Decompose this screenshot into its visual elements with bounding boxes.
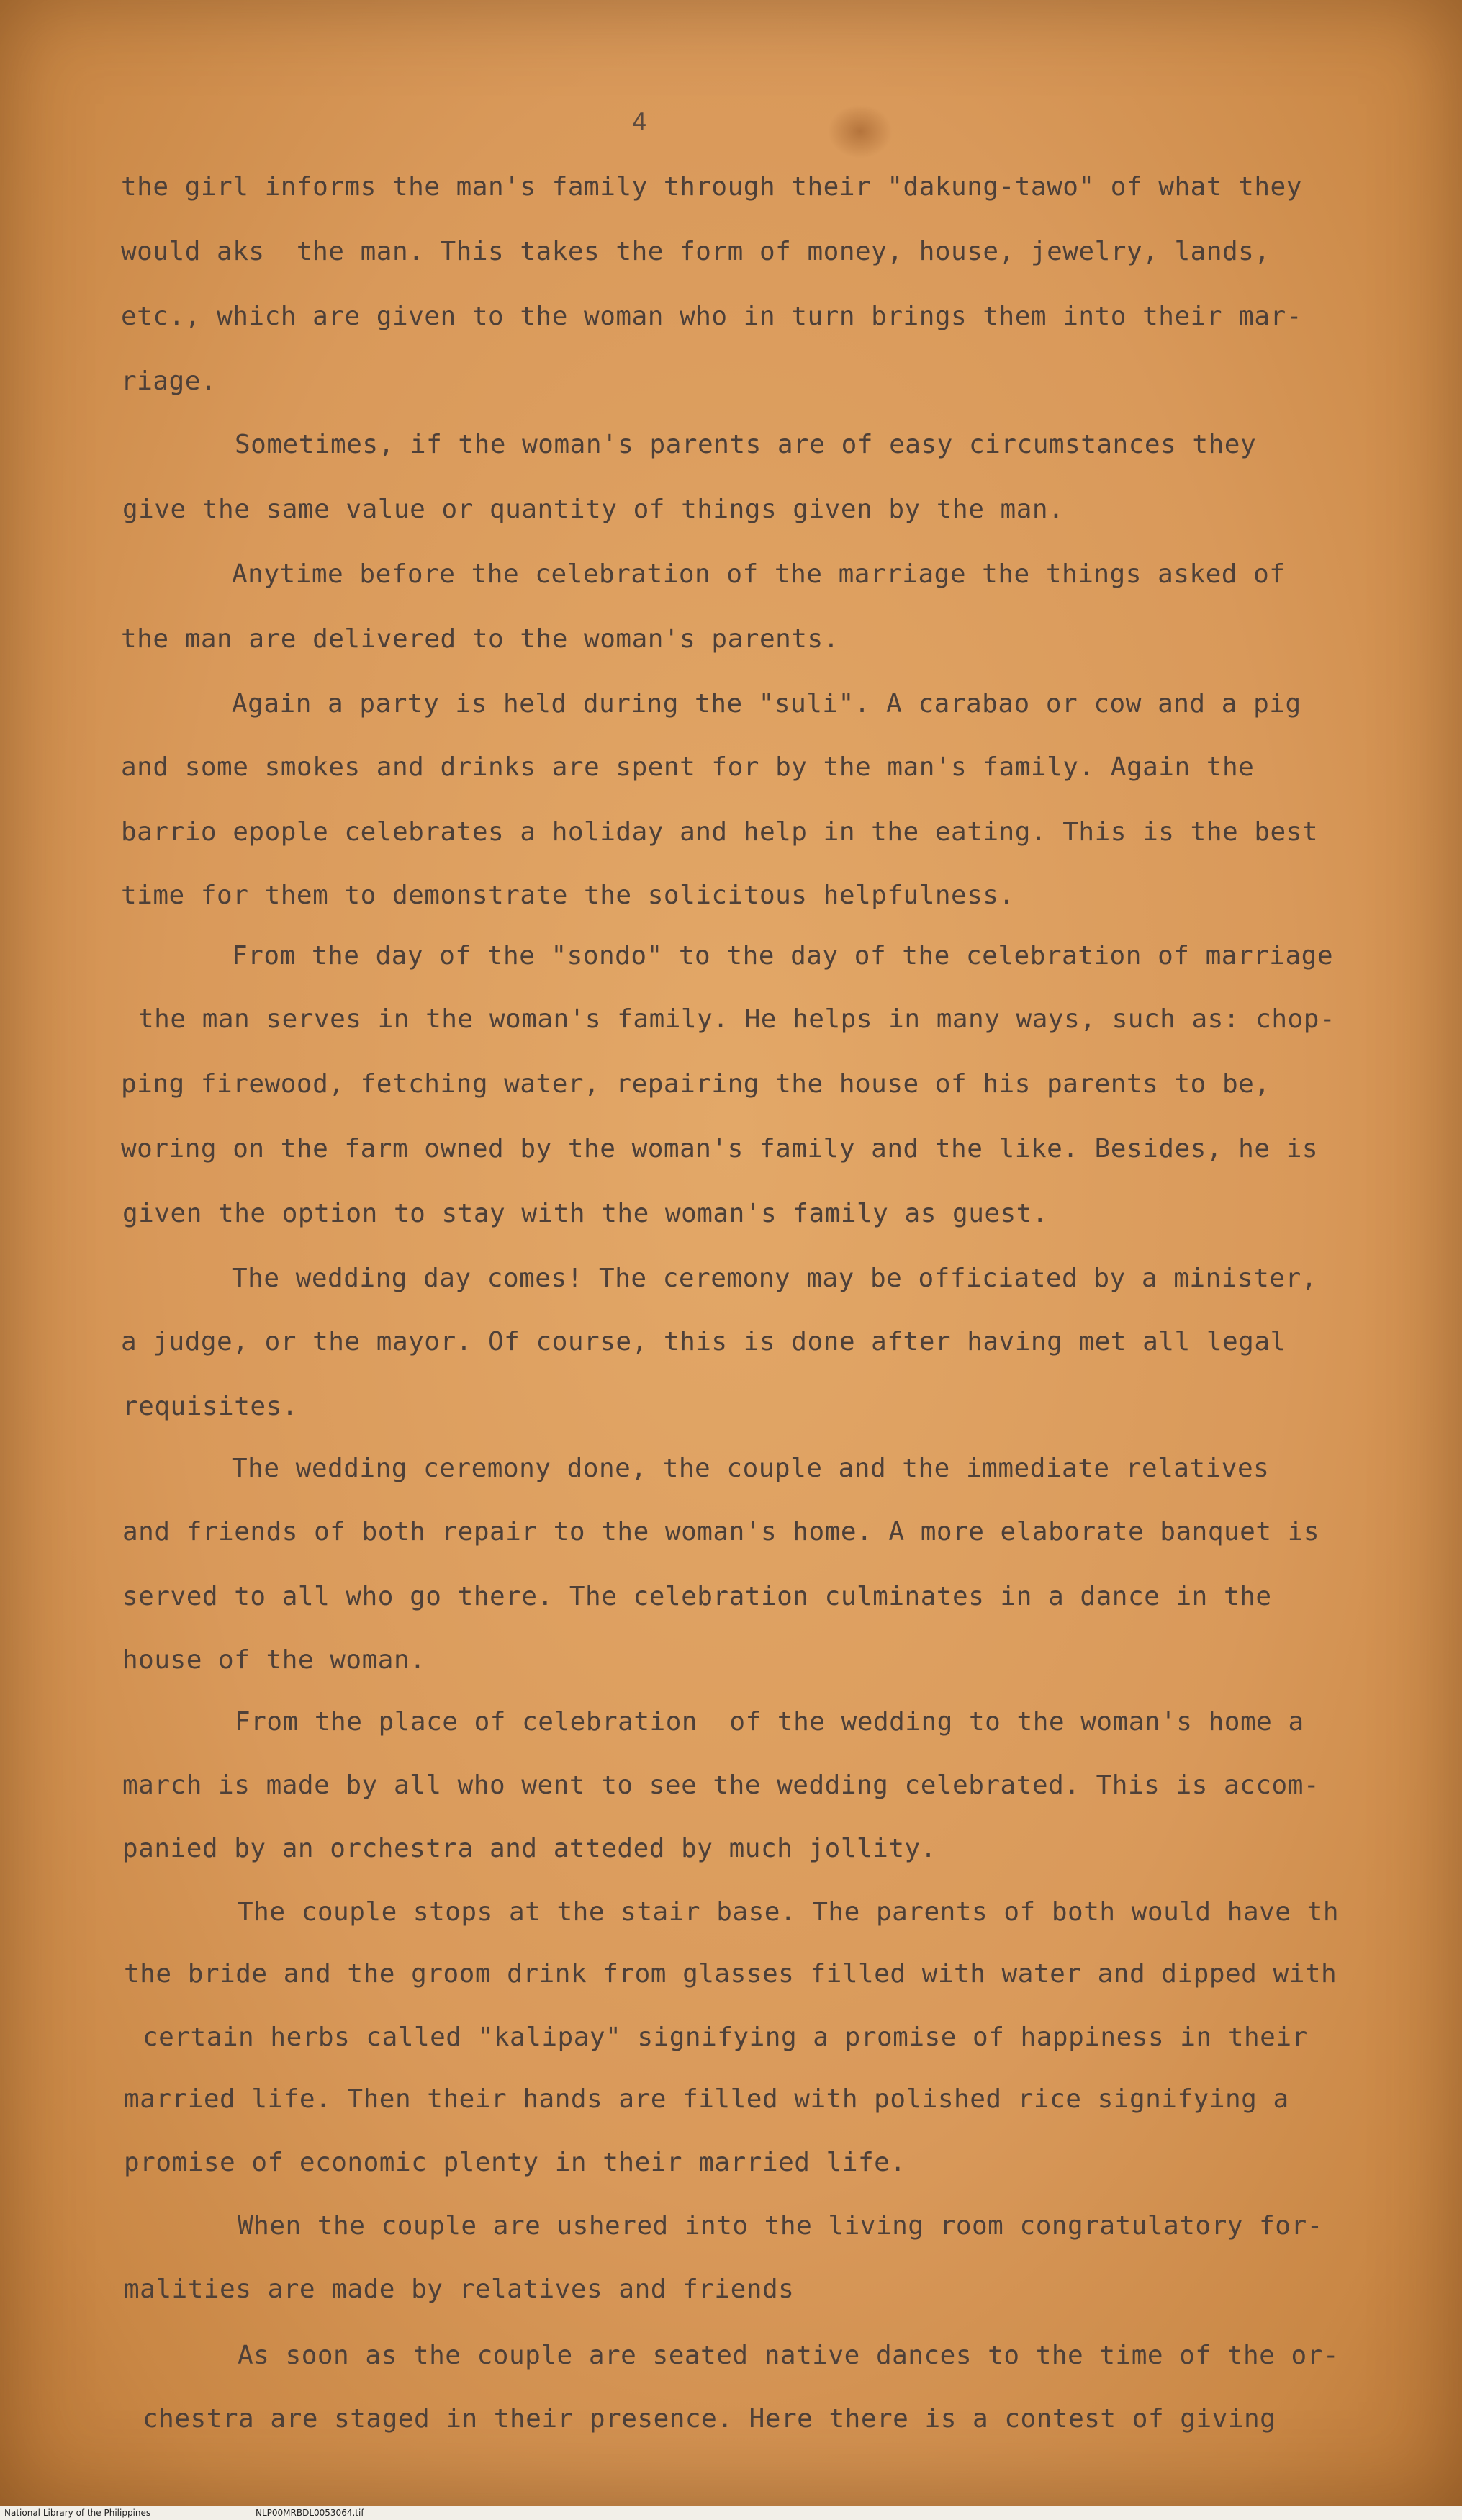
text-line: would aks the man. This takes the form of money, house, jewelry, lands,	[121, 237, 1271, 266]
text-line: march is made by all who went to see the wedding celebrated. This is accom-	[122, 1770, 1320, 1800]
text-line: a judge, or the mayor. Of course, this is done after having met all legal	[121, 1327, 1286, 1356]
text-line: The wedding day comes! The ceremony may be officiated by a minister,	[232, 1264, 1317, 1293]
text-line: From the place of celebration of the wedding to the woman's home a	[235, 1707, 1304, 1737]
page-number: 4	[632, 108, 647, 137]
text-line: requisites.	[122, 1392, 298, 1421]
text-line: married life. Then their hands are filled with polished rice signifying a	[124, 2084, 1289, 2114]
text-line: panied by an orchestra and atteded by much jollity.	[122, 1834, 937, 1863]
text-line: riage.	[121, 366, 217, 396]
text-line: and some smokes and drinks are spent for by the man's family. Again the	[121, 752, 1255, 782]
text-line: the bride and the groom drink from glasses filled with water and dipped with	[124, 1959, 1337, 1989]
paper-stain	[828, 104, 893, 158]
text-line: Sometimes, if the woman's parents are of easy circumstances they	[235, 430, 1257, 459]
text-line: As soon as the couple are seated native dances to the time of the or-	[238, 2341, 1339, 2370]
text-line: the man are delivered to the woman's parents.	[121, 624, 839, 654]
text-line: chestra are staged in their presence. Here there is a contest of giving	[143, 2404, 1276, 2434]
text-line: served to all who go there. The celebration culminates in a dance in the	[122, 1582, 1272, 1611]
footer-library-name: National Library of the Philippines	[4, 2508, 151, 2518]
text-line: time for them to demonstrate the solicitous helpfulness.	[121, 881, 1015, 910]
text-line: barrio epople celebrates a holiday and help in the eating. This is the best	[121, 817, 1319, 847]
text-line: give the same value or quantity of things given by the man.	[122, 495, 1065, 524]
text-line: malities are made by relatives and friends	[124, 2274, 795, 2304]
text-line: etc., which are given to the woman who in turn brings them into their mar-	[121, 302, 1302, 331]
text-line: woring on the farm owned by the woman's family and the like. Besides, he is	[121, 1134, 1319, 1164]
text-line: From the day of the "sondo" to the day of the celebration of marriage	[232, 941, 1333, 971]
text-line: The couple stops at the stair base. The parents of both would have th	[238, 1897, 1339, 1927]
text-line: When the couple are ushered into the living room congratulatory for-	[238, 2211, 1323, 2241]
text-line: certain herbs called "kalipay" signifying a promise of happiness in their	[143, 2022, 1308, 2052]
text-line: Again a party is held during the "suli". A carabao or cow and a pig	[232, 689, 1301, 719]
text-line: The wedding ceremony done, the couple and the immediate relatives	[232, 1454, 1270, 1483]
text-line: Anytime before the celebration of the marriage the things asked of	[232, 559, 1286, 589]
text-line: and friends of both repair to the woman's home. A more elaborate banquet is	[122, 1517, 1320, 1547]
text-line: promise of economic plenty in their married life.	[124, 2148, 906, 2177]
text-line: ping firewood, fetching water, repairing the house of his parents to be,	[121, 1069, 1271, 1099]
text-line: the man serves in the woman's family. He helps in many ways, such as: chop-	[138, 1004, 1336, 1034]
text-line: given the option to stay with the woman's family as guest.	[122, 1199, 1049, 1228]
text-line: the girl informs the man's family through their "dakung-tawo" of what they	[121, 172, 1302, 202]
text-line: house of the woman.	[122, 1645, 426, 1675]
archive-footer	[0, 2506, 1462, 2520]
footer-file-name: NLP00MRBDL0053064.tif	[256, 2508, 364, 2518]
